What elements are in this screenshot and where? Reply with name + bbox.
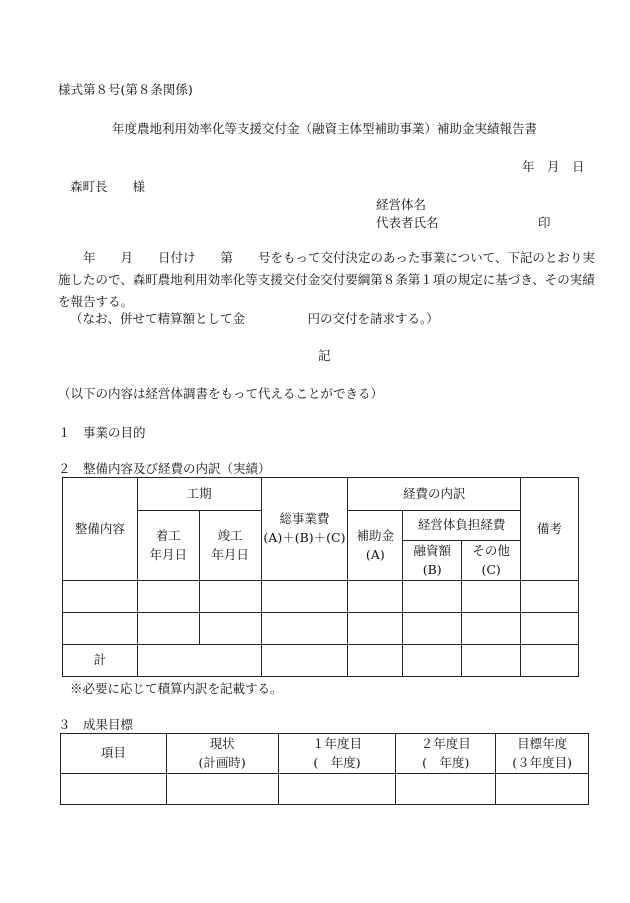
table-note: ※必要に応じて積算内訳を記載する。 [70, 681, 283, 696]
header-start-date: 年月日 [149, 546, 188, 562]
header-breakdown: 経費の内訳 [348, 478, 521, 511]
section-2-heading: ２ 整備内容及び経費の内訳（実績） [58, 461, 271, 476]
target-table [60, 733, 589, 805]
header-period: 工期 [137, 478, 261, 511]
total-row [63, 645, 579, 677]
table-cell[interactable] [348, 581, 403, 613]
table-cell[interactable] [261, 645, 348, 677]
header-target [496, 734, 589, 774]
header-loan-code: (B) [422, 561, 442, 577]
header-target-sub: (３年度目) [512, 754, 572, 770]
header-current [166, 734, 278, 774]
header-other-label: その他 [472, 542, 510, 558]
table-cell[interactable] [462, 581, 521, 613]
total-label: 計 [63, 645, 138, 677]
header-loan-label: 融資額 [413, 542, 451, 558]
date-line: 年 月 日 [522, 159, 585, 174]
header-content: 整備内容 [63, 478, 138, 581]
header-subsidy [348, 511, 403, 581]
ki-heading: 記 [318, 348, 331, 363]
table-cell[interactable] [63, 581, 138, 613]
table-cell[interactable] [261, 613, 348, 645]
table-cell[interactable] [166, 774, 278, 805]
section-3-heading: ３ 成果目標 [58, 717, 134, 732]
header-end-label: 竣工 [217, 527, 243, 543]
table-cell[interactable] [137, 581, 199, 613]
header-loan [403, 541, 462, 581]
header-year1-sub: ( 年度) [313, 754, 361, 770]
header-current-label: 現状 [209, 735, 235, 751]
table-cell[interactable] [521, 613, 579, 645]
header-subsidy-label: 補助金 [356, 527, 395, 543]
header-start [137, 511, 199, 581]
header-end [199, 511, 261, 581]
table-cell[interactable] [348, 613, 403, 645]
expense-table [62, 477, 579, 677]
header-item: 項目 [61, 734, 167, 774]
body-note: （なお、併せて精算額として金 円の交付を請求する。） [70, 311, 439, 326]
header-year2-label: ２年度目 [420, 735, 471, 751]
table-cell[interactable] [403, 613, 462, 645]
table-cell[interactable] [521, 645, 579, 677]
document-title: 年度農地利用効率化等支援交付金（融資主体型補助事業）補助金実績報告書 [112, 121, 538, 136]
table-cell[interactable] [278, 774, 396, 805]
header-end-date: 年月日 [211, 546, 249, 562]
header-total-formula: (A)＋(B)＋(C) [263, 530, 346, 545]
header-current-sub: (計画時) [198, 754, 246, 770]
header-other [462, 541, 521, 581]
header-other-code: (C) [481, 561, 501, 577]
table-cell[interactable] [61, 774, 167, 805]
header-start-label: 着工 [155, 527, 181, 543]
section-1-heading: １ 事業の目的 [58, 425, 146, 440]
body-paragraph: 年 月 日付け 第 号をもって交付決定のあった事業について、下記のとおり実施したので、森町農地利用効率化等支援交付金交付要綱第８条第１項の規定に基づき、その実績を報告する。 [58, 250, 595, 309]
representative-name-label: 代表者氏名 [376, 215, 439, 230]
table-cell[interactable] [496, 774, 589, 805]
header-year2-sub: ( 年度) [422, 754, 470, 770]
header-year1-label: １年度目 [311, 735, 362, 751]
table-cell[interactable] [137, 613, 199, 645]
table-row [61, 774, 589, 805]
header-year1 [278, 734, 396, 774]
table-cell[interactable] [521, 581, 579, 613]
table-cell[interactable] [462, 613, 521, 645]
header-total-label: 総事業費 [279, 511, 330, 527]
header-target-label: 目標年度 [517, 735, 568, 751]
table-row [63, 581, 579, 613]
header-year2 [396, 734, 496, 774]
header-total [261, 478, 348, 581]
table-cell[interactable] [403, 645, 462, 677]
substitute-note: （以下の内容は経営体調書をもって代えることができる） [58, 386, 384, 401]
table-cell[interactable] [63, 613, 138, 645]
table-cell[interactable] [462, 645, 521, 677]
header-burden: 経営体負担経費 [403, 511, 521, 541]
table-cell[interactable] [396, 774, 496, 805]
table-row [63, 613, 579, 645]
form-number: 様式第８号(第８条関係) [58, 82, 193, 97]
header-subsidy-code: (A) [365, 546, 385, 562]
entity-name-label: 経営体名 [376, 197, 427, 212]
table-cell[interactable] [348, 645, 403, 677]
seal-mark: 印 [538, 215, 551, 230]
table-cell[interactable] [137, 645, 261, 677]
table-cell[interactable] [261, 581, 348, 613]
table-cell[interactable] [199, 581, 261, 613]
table-cell[interactable] [199, 613, 261, 645]
header-remarks: 備考 [521, 478, 579, 581]
addressee: 森町長 様 [70, 179, 146, 194]
table-cell[interactable] [403, 581, 462, 613]
